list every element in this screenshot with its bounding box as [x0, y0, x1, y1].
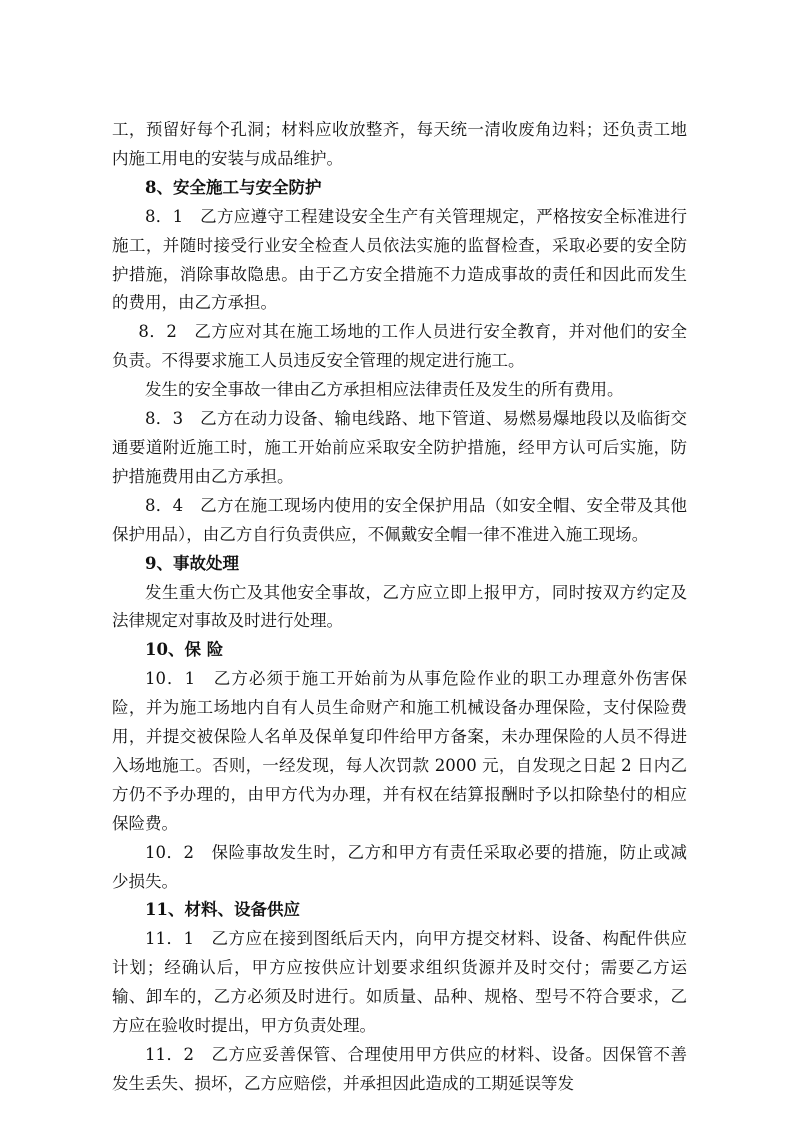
clause-10-1: 10．1 乙方必须于施工开始前为从事危险作业的职工办理意外伤害保险，并为施工场地内自有人员生命财产和施工机械设备办理保险，支付保险费用，并提交被保险人名单及保单复印件给甲方备案，未办理保险的人员不得进入场地施工。否则，一经发现，每人次罚款 2000 元，自发现之日起 2 日内乙方仍不予办理的，由甲方代为办理，并有权在结算报酬时予以扣除垫付的相应保险费。 [112, 669, 687, 833]
section-heading-9: 9、事故处理 [145, 553, 239, 573]
clause-8-1: 8．1 乙方应遵守工程建设安全生产有关管理规定，严格按安全标准进行施工，并随时接受行业安全检查人员依法实施的监督检查，采取必要的安全防护措施，消除事故隐患。由于乙方安全措施不力造成事故的责任和因此而发生的费用，由乙方承担。 [112, 206, 687, 313]
clause-8-2-note: 发生的安全事故一律由乙方承担相应法律责任及发生的所有费用。 [145, 380, 624, 400]
clause-11-2: 11．2 乙方应妥善保管、合理使用甲方供应的材料、设备。因保管不善发生丢失、损坏，乙方应赔偿，并承担因此造成的工期延误等发 [112, 1045, 687, 1093]
section-heading-11: 11、材料、设备供应 [145, 900, 300, 920]
section-heading-8: 8、安全施工与安全防护 [145, 177, 322, 197]
clause-8-3: 8．3 乙方在动力设备、输电线路、地下管道、易燃易爆地段以及临街交通要道附近施工时，施工开始前应采取安全防护措施，经甲方认可后实施，防护措施费用由乙方承担。 [112, 409, 687, 486]
clause-8-4: 8．4 乙方在施工现场内使用的安全保护用品（如安全帽、安全带及其他保护用品），由乙方自行负责供应，不佩戴安全帽一律不准进入施工现场。 [112, 495, 687, 544]
clause-8-2: 8．2 乙方应对其在施工场地的工作人员进行安全教育，并对他们的安全负责。不得要求施工人员违反安全管理的规定进行施工。 [112, 322, 687, 371]
section-heading-10: 10、保 险 [145, 640, 224, 660]
document-body [112, 116, 687, 1099]
paragraph-continuation: 工，预留好每个孔洞；材料应收放整齐，每天统一清收废角边料；还负责工地内施工用电的安装与成品维护。 [112, 120, 687, 168]
clause-10-2: 10．2 保险事故发生时，乙方和甲方有责任采取必要的措施，防止或减少损失。 [112, 842, 687, 891]
clause-11-1: 11．1 乙方应在接到图纸后天内，向甲方提交材料、设备、构配件供应计划；经确认后，甲方应按供应计划要求组织货源并及时交付；需要乙方运输、卸车的，乙方必须及时进行。如质量、品种、规格、型号不符合要求，乙方应在验收时提出，甲方负责处理。 [112, 929, 687, 1036]
clause-9-body: 发生重大伤亡及其他安全事故，乙方应立即上报甲方，同时按双方约定及法律规定对事故及时进行处理。 [112, 582, 687, 631]
